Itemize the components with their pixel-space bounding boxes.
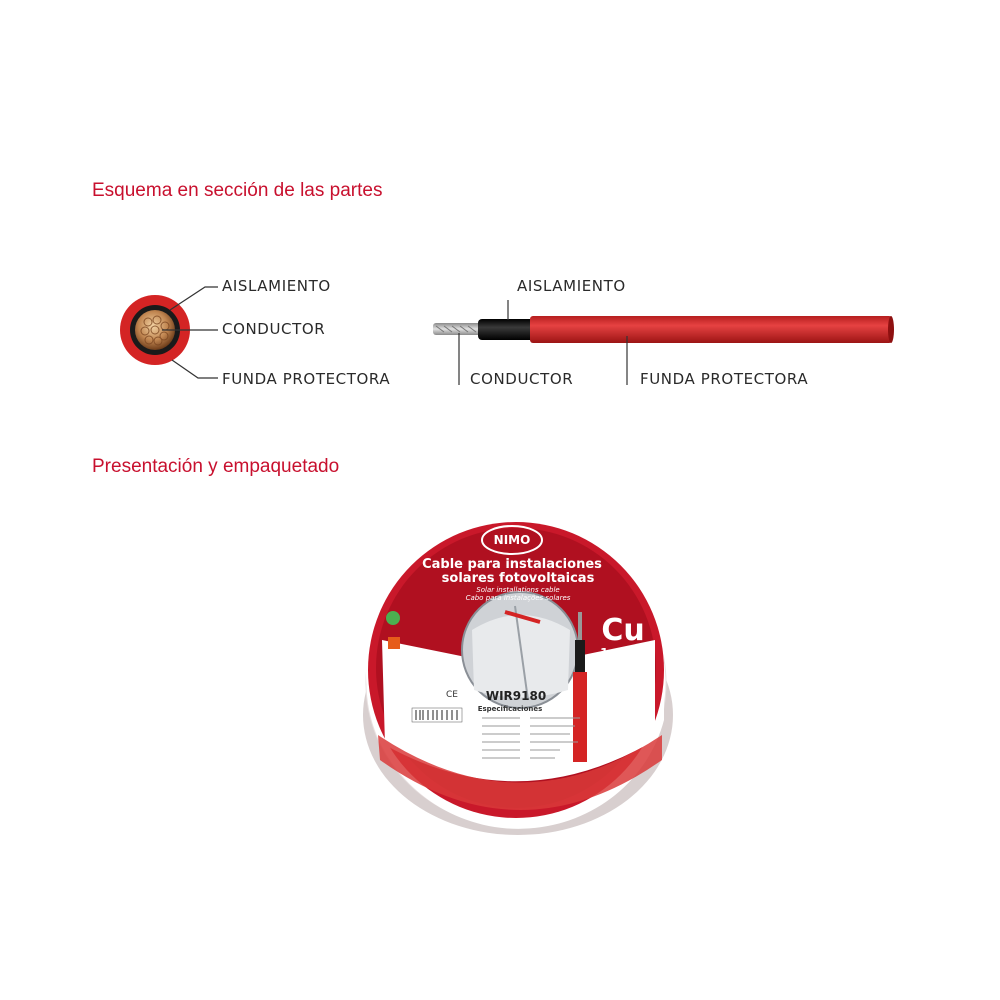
cross-label-insulation: AISLAMIENTO: [222, 277, 331, 295]
side-label-conductor: CONDUCTOR: [470, 370, 574, 388]
reel-title-line2: solares fotovoltaicas: [441, 571, 595, 586]
reel-specs-title: Especificaciones: [477, 705, 543, 713]
reel-ce-mark: CE: [446, 690, 458, 700]
cross-label-conductor: CONDUCTOR: [222, 320, 326, 338]
reel-subtitle-pt: Cabo para instalações solares: [465, 594, 571, 602]
cross-section-graphic: [120, 287, 218, 378]
insulation-layer: [478, 319, 538, 340]
reel-model: WIR9180: [485, 689, 547, 703]
side-label-insulation: AISLAMIENTO: [517, 277, 626, 295]
reel-brand: NIMO: [493, 533, 531, 547]
packaging-section-title: Presentación y empaquetado: [92, 456, 340, 477]
reel-material: Cu: [601, 613, 645, 648]
reel-section: 1x2.50: [600, 646, 646, 660]
reel-type: LSZH: [604, 662, 642, 677]
scheme-section-title: Esquema en sección de las partes: [92, 180, 383, 201]
sheath-layer: [530, 316, 892, 343]
reel-title-line1: Cable para instalaciones: [422, 557, 602, 572]
reel-length: 100m: [604, 677, 642, 691]
reel-subtitle-en: Solar installations cable: [476, 586, 560, 594]
cable-reel: [363, 522, 673, 835]
cross-label-sheath: FUNDA PROTECTORA: [222, 370, 391, 388]
side-label-sheath: FUNDA PROTECTORA: [640, 370, 809, 388]
